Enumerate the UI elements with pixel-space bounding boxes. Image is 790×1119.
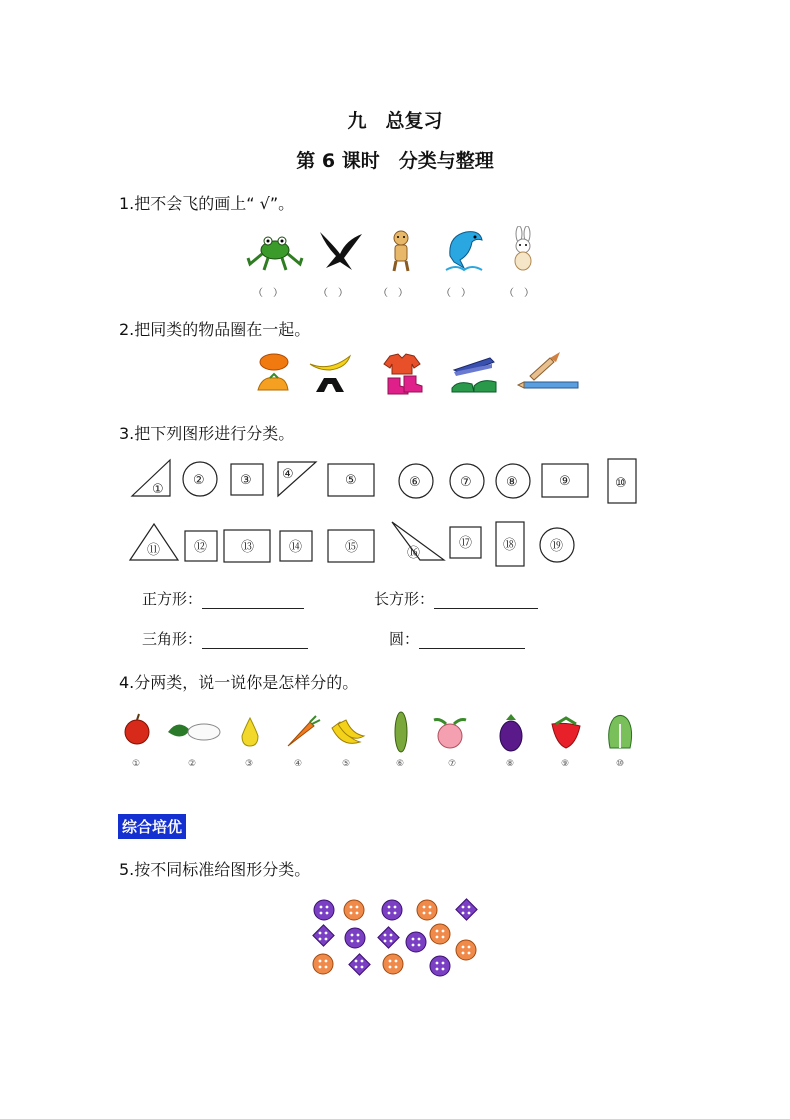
triangle-label: 三角形： <box>142 630 203 648</box>
shape-8-label: ⑧ <box>506 475 518 490</box>
shape-11-label: ⑪ <box>147 543 161 558</box>
banana-icon <box>306 352 354 398</box>
question-3-prompt: 3.把下列图形进行分类。 <box>119 424 295 443</box>
stapler-shoes-icon <box>450 354 498 400</box>
produce-label-5: ⑤ <box>342 759 351 769</box>
buttons-figure <box>306 896 486 984</box>
question-5-prompt: 5.按不同标准给图形分类。 <box>119 860 311 879</box>
shape-4-label: ④ <box>282 467 294 482</box>
purple-round-button <box>314 900 334 920</box>
circle-label: 圆： <box>389 630 420 648</box>
shape-14-label: ⑭ <box>289 540 303 555</box>
square-answer-row <box>142 588 304 609</box>
produce-label-3: ③ <box>245 759 254 769</box>
frog-icon <box>246 228 304 276</box>
cabbage-icon <box>609 715 632 748</box>
cucumber-icon <box>395 712 407 752</box>
shape-12-label: ⑫ <box>194 540 208 555</box>
shape-17-label: ⑰ <box>459 536 473 551</box>
produce-label-8: ⑧ <box>506 759 515 769</box>
radish-icon <box>168 724 220 740</box>
purple-round-button <box>345 928 365 948</box>
unit-title: 九 总复习 <box>347 110 443 132</box>
banana-bunch-icon <box>332 720 364 743</box>
pear-icon <box>242 718 258 746</box>
question-2-prompt: 2.把同类的物品圈在一起。 <box>119 320 311 339</box>
produce-label-6: ⑥ <box>396 759 405 769</box>
produce-label-4: ④ <box>294 759 303 769</box>
produce-label-2: ② <box>188 759 197 769</box>
shape-15-label: ⑮ <box>345 540 359 555</box>
triangle-answer-blank[interactable] <box>202 630 308 649</box>
produce-figure <box>120 708 640 776</box>
purple-round-button <box>430 956 450 976</box>
rectangle-label: 长方形： <box>374 590 435 608</box>
circle-answer-blank[interactable] <box>419 630 525 649</box>
circle-answer-row <box>389 628 525 649</box>
shape-1-label: ① <box>152 482 164 497</box>
question-1-prompt: 1.把不会飞的画上“ √”。 <box>119 194 295 213</box>
rabbit-icon <box>508 226 538 276</box>
shape-13-label: ⑬ <box>241 540 255 555</box>
shape-2-label: ② <box>193 473 205 488</box>
answer-paren-1[interactable]: （ ） <box>253 288 283 299</box>
section-badge: 综合培优 <box>118 814 186 839</box>
square-label: 正方形： <box>142 590 203 608</box>
shape-16-label: ⑯ <box>407 546 421 561</box>
carrot-icon <box>288 716 320 746</box>
clothes-icon <box>380 352 424 400</box>
purple-diamond-button <box>313 925 334 946</box>
peach-icon <box>434 720 466 749</box>
orange-round-button <box>344 900 364 920</box>
shapes-figure <box>120 450 650 584</box>
produce-label-9: ⑨ <box>561 759 570 769</box>
shape-1-triangle <box>132 460 170 496</box>
question-4-prompt: 4.分两类，说一说你是怎样分的。 <box>119 673 359 692</box>
purple-diamond-button <box>378 927 399 948</box>
swallow-icon <box>316 228 364 276</box>
answer-paren-3[interactable]: （ ） <box>378 288 408 299</box>
shape-6-label: ⑥ <box>409 475 421 490</box>
square-answer-blank[interactable] <box>202 590 304 609</box>
dolphin-icon <box>442 226 486 278</box>
purple-diamond-button <box>456 899 477 920</box>
orange-round-button <box>456 940 476 960</box>
produce-label-10: ⑩ <box>616 759 625 769</box>
apple-icon <box>125 714 149 744</box>
purple-round-button <box>382 900 402 920</box>
eggplant-icon <box>500 714 522 751</box>
shape-9-label: ⑨ <box>559 474 571 489</box>
shape-5-label: ⑤ <box>345 473 357 488</box>
answer-paren-5[interactable]: （ ） <box>504 288 534 299</box>
orange-icon <box>252 350 292 398</box>
produce-label-1: ① <box>132 759 141 769</box>
lesson-title: 第 6 课时 分类与整理 <box>296 150 494 172</box>
orange-round-button <box>383 954 403 974</box>
answer-paren-4[interactable]: （ ） <box>441 288 471 299</box>
rectangle-answer-blank[interactable] <box>434 590 538 609</box>
orange-round-button <box>417 900 437 920</box>
shape-10-label: ⑩ <box>615 476 627 491</box>
purple-diamond-button <box>349 954 370 975</box>
dog-icon <box>386 228 416 276</box>
shape-3-label: ③ <box>240 473 252 488</box>
produce-label-7: ⑦ <box>448 759 457 769</box>
rectangle-answer-row <box>374 588 538 609</box>
shape-18-label: ⑱ <box>503 538 517 553</box>
strawberry-icon <box>552 718 580 748</box>
orange-round-button <box>430 924 450 944</box>
shape-19-label: ⑲ <box>550 539 564 554</box>
purple-round-button <box>406 932 426 952</box>
triangle-answer-row <box>142 628 308 649</box>
pen-pencil-icon <box>516 350 582 398</box>
shape-7-label: ⑦ <box>460 475 472 490</box>
orange-round-button <box>313 954 333 974</box>
answer-paren-2[interactable]: （ ） <box>318 288 348 299</box>
